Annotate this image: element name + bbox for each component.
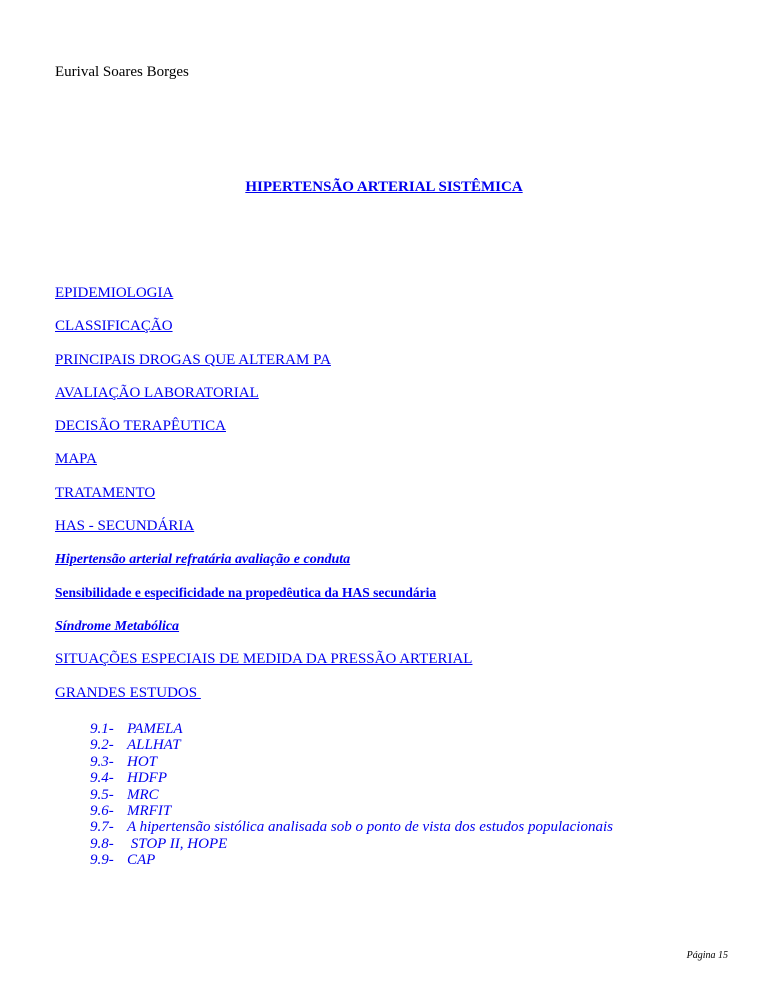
study-label: ALLHAT	[127, 737, 181, 754]
study-item[interactable]	[90, 803, 613, 819]
study-item[interactable]	[90, 787, 613, 803]
toc-item	[55, 351, 472, 384]
page-number: Página 15	[686, 950, 728, 961]
study-number: 9.4-	[90, 770, 114, 787]
study-item[interactable]	[90, 721, 613, 737]
author-name: Eurival Soares Borges	[55, 64, 189, 80]
study-item[interactable]	[90, 737, 613, 753]
study-item[interactable]	[90, 770, 613, 786]
study-label: HDFP	[127, 770, 167, 787]
study-item[interactable]	[90, 754, 613, 770]
studies-list	[90, 721, 613, 869]
toc-link-epidemiologia[interactable]: EPIDEMIOLOGIA	[55, 285, 174, 301]
toc-link-classificacao[interactable]: CLASSIFICAÇÃO	[55, 318, 173, 335]
study-label: A hipertensão sistólica analisada sob o ponto de vista dos estudos populacionais	[127, 819, 613, 836]
study-label: PAMELA	[127, 721, 183, 737]
toc-item	[55, 617, 472, 650]
toc-item	[55, 650, 472, 683]
study-number: 9.7-	[90, 819, 114, 836]
toc-item	[55, 450, 472, 483]
study-item[interactable]	[90, 836, 613, 852]
toc-item	[55, 417, 472, 450]
toc-link-sindrome-metabolica[interactable]: Síndrome Metabólica	[55, 618, 180, 634]
study-label: STOP II, HOPE	[127, 835, 228, 852]
toc-link-mapa[interactable]: MAPA	[55, 451, 97, 468]
toc-item	[55, 284, 472, 317]
toc-link-decisao-terapeutica[interactable]: DECISÃO TERAPÊUTICA	[55, 418, 226, 435]
study-label: MRFIT	[127, 802, 172, 819]
toc-link-drogas[interactable]: PRINCIPAIS DROGAS QUE ALTERAM PA	[55, 351, 331, 368]
toc-item	[55, 584, 472, 617]
toc-link-hipertensao-refrataria[interactable]: Hipertensão arterial refratária avaliação e conduta	[55, 552, 351, 568]
study-number: 9.9-	[90, 852, 114, 869]
study-item[interactable]	[90, 819, 613, 835]
toc-item	[55, 550, 472, 583]
toc-item	[55, 384, 472, 417]
study-number: 9.5-	[90, 786, 114, 803]
toc-link-sensibilidade[interactable]: Sensibilidade e especificidade na propedêutica da HAS secundária	[55, 584, 437, 600]
table-of-contents	[55, 284, 472, 717]
study-number: 9.2-	[90, 737, 114, 754]
study-item[interactable]	[90, 852, 613, 868]
study-number: 9.8-	[90, 835, 114, 852]
study-label: HOT	[127, 753, 158, 770]
toc-item	[55, 684, 472, 717]
toc-link-situacoes-especiais[interactable]: SITUAÇÕES ESPECIAIS DE MEDIDA DA PRESSÃO ARTERIAL	[55, 651, 473, 668]
study-label: CAP	[127, 852, 156, 869]
toc-item	[55, 484, 472, 517]
toc-item	[55, 517, 472, 550]
study-label: MRC	[127, 786, 159, 803]
toc-link-avaliacao-laboratorial[interactable]: AVALIAÇÃO LABORATORIAL	[55, 384, 259, 401]
study-number: 9.6-	[90, 802, 114, 819]
toc-link-tratamento[interactable]: TRATAMENTO	[55, 484, 156, 501]
toc-link-grandes-estudos[interactable]: GRANDES ESTUDOS	[55, 684, 201, 701]
toc-item	[55, 317, 472, 350]
study-number: 9.3-	[90, 753, 114, 770]
toc-link-has-secundaria[interactable]: HAS - SECUNDÁRIA	[55, 518, 195, 535]
document-title[interactable]: HIPERTENSÃO ARTERIAL SISTÊMICA	[245, 179, 523, 195]
study-number: 9.1-	[90, 721, 114, 737]
